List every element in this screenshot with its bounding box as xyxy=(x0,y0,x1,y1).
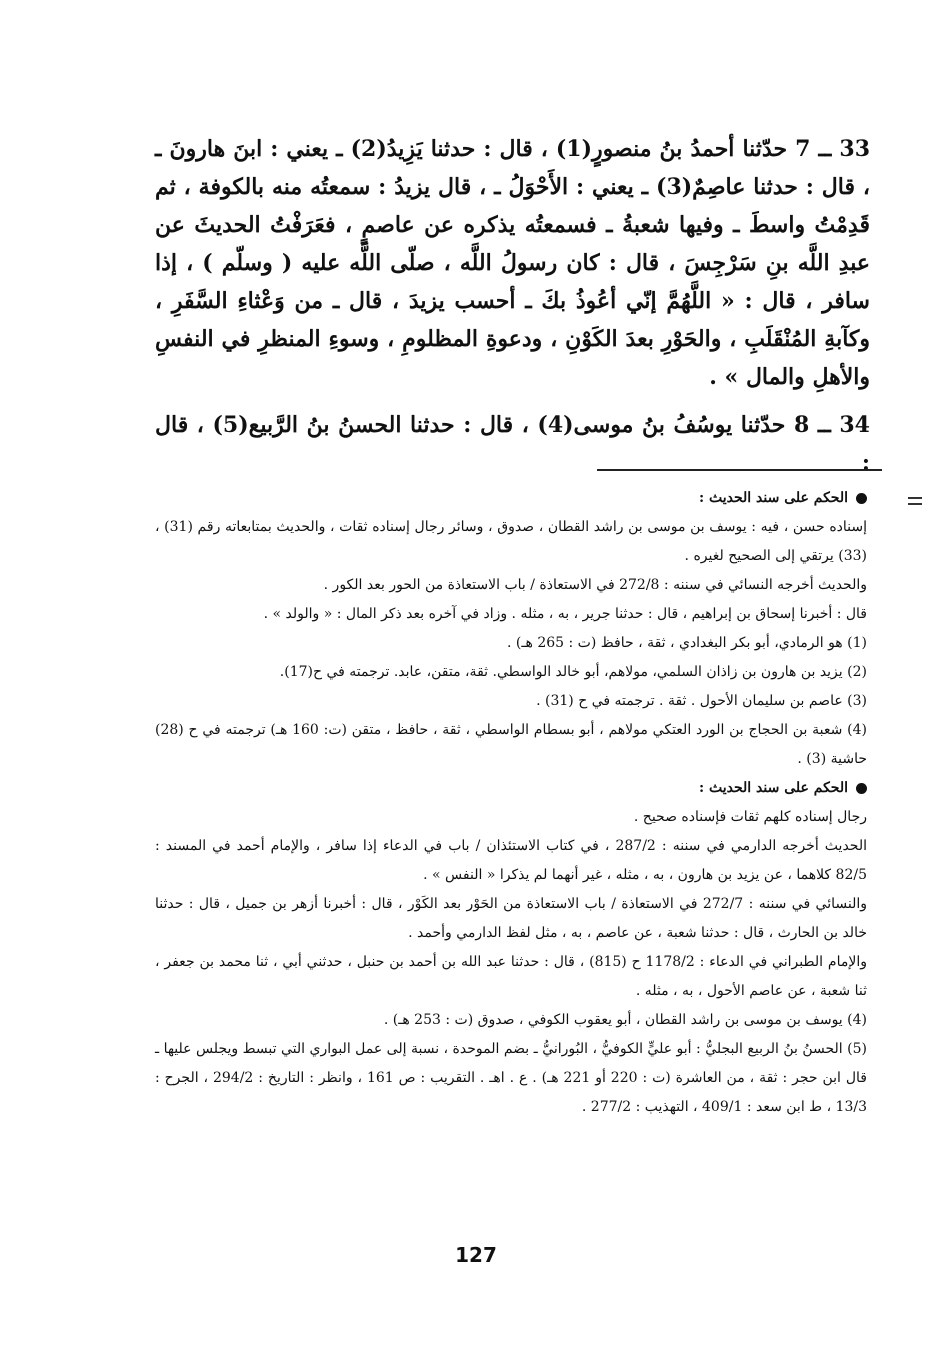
hadith-34-text: 34 ــ 8 حدّثنا يوسُفُ بنُ موسى(4) ، قال : حدثنا الحسنُ بنُ الرَّبيع(5) ، قال : xyxy=(155,412,870,476)
footnote-text: (1) هو الرمادي، أبو بكر البغدادي ، ثقة ، حافظ (ت : 265 هـ) . xyxy=(507,635,867,651)
footnote-line xyxy=(155,1035,867,1122)
footnote-text: الحكم على سند الحديث : xyxy=(698,490,848,506)
footnote-text: رجال إسناده كلهم ثقات فإسناده صحيح . xyxy=(633,809,867,825)
hadith-33-text: 33 ــ 7 حدّثنا أحمدُ بنُ منصورٍ(1) ، قال : حدثنا يَزِيدُ(2) ـ يعني : ابنَ هارونَ ـ ، قال : حدثنا عاصِمٌ(3) ـ يعني : الأَحْوَلُ ـ ، قال يزيدُ : سمعتُه منه بالكوفة ، ثم قَدِمْتُ واسطَ ـ وفيها شعبةُ ـ فسمعتُه يذكره عن عاصمٍ ، فعَرَفْتُ الحديثَ عن عبدِ اللَّه بنِ سَرْجِسَ ، قال : كان رسولُ اللَّه ، صلّى اللَّه عليه ( وسلّم ) ، إذا سافر ، قال : « اللَّهُمَّ إنّي أعُوذُ بكَ ـ أحسب يزيدَ ، قال ـ من وَعْثاءِ السَّفَرِ ، وكآبةِ المُنْقَلَبِ ، والحَوْرِ بعدَ الكَوْنِ ، ودعوةِ المظلومِ ، وسوءِ المنظرِ في النفسِ والأهلِ والمال » . xyxy=(155,136,871,390)
footnote-line xyxy=(155,1006,867,1035)
footnote-line xyxy=(155,832,867,890)
footnote-line xyxy=(155,600,867,629)
footnote-line xyxy=(155,716,867,774)
bullet-icon xyxy=(856,493,867,504)
footnote-line xyxy=(155,948,867,1006)
footnote-line xyxy=(155,890,867,948)
footnote-text: (3) عاصم بن سليمان الأحول . ثقة . ترجمته في ح (31) . xyxy=(536,693,867,709)
footnote-line xyxy=(155,513,867,571)
hadith-33 xyxy=(155,130,870,396)
page-number: 127 xyxy=(455,1243,497,1267)
footnote-text: (2) يزيد بن هارون بن زاذان السلمي، مولاهم، أبو خالد الواسطي. ثقة، متقن، عابد. ترجمته في ح(17). xyxy=(279,664,867,680)
footnote-line xyxy=(155,687,867,716)
footnote-line xyxy=(155,658,867,687)
margin-mark xyxy=(908,497,922,499)
footnote-text: إسناده حسن ، فيه : يوسف بن موسى بن راشد القطان ، صدوق ، وسائر رجال إسناده ثقات ، والحديث بمتابعاته رقم (31) ، (33) يرتقي إلى الصحيح لغيره . xyxy=(155,519,867,564)
footnote-line xyxy=(155,571,867,600)
footnotes xyxy=(155,484,867,1122)
bullet-icon xyxy=(856,783,867,794)
footnote-text: (5) الحسنُ بنُ الربيع البجليُّ : أبو عليٍّ الكوفيُّ ، البُورانيُّ ـ بضم الموحدة ، نسبة إلى عمل البواري التي تبسط ويجلس عليها ـ قال ابن حجر : ثقة ، من العاشرة (ت : 220 أو 221 هـ) . ع . اهـ . التقريب : ص 161 ، وانظر : التاريخ : 294/2 ، الجرح : 13/3 ، ط ابن سعد : 409/1 ، التهذيب : 277/2 . xyxy=(155,1041,868,1115)
footnote-separator xyxy=(597,469,882,471)
footnote-text: والنسائي في سننه : 272/7 في الاستعاذة / باب الاستعاذة من الحَوْر بعد الكَوْر ، قال : أخبرنا أزهر بن جميل ، قال : حدثنا خالد بن الحارث ، قال : حدثنا شعبة ، عن عاصم ، به ، مثل لفظ الدارمي وأحمد . xyxy=(155,896,867,941)
footnote-text: (4) شعبة بن الحجاج بن الورد العتكي مولاهم ، أبو بسطام الواسطي ، ثقة ، حافظ ، متقن (ت: 160 هـ) ترجمته في ح (28) حاشية (3) . xyxy=(155,722,867,767)
footnote-text: الحديث أخرجه الدارمي في سننه : 287/2 ، في كتاب الاستئذان / باب في الدعاء إذا سافر ، والإمام أحمد في المسند : 82/5 كلاهما ، عن يزيد بن هارون ، به ، مثله ، غير أنهما لم يذكرا « النفس » . xyxy=(155,838,867,883)
note-heading xyxy=(155,774,867,803)
note-heading xyxy=(155,484,867,513)
footnote-text: والإمام الطبراني في الدعاء : 1178/2 ح (815) ، قال : حدثنا عبد الله بن أحمد بن حنبل ، حدثني أبي ، ثنا محمد بن جعفر ، ثنا شعبة ، عن عاصم الأحول ، به ، مثله . xyxy=(155,954,868,999)
footnote-text: (4) يوسف بن موسى بن راشد القطان ، أبو يعقوب الكوفي ، صدوق (ت : 253 هـ) . xyxy=(383,1012,867,1028)
footnote-line xyxy=(155,629,867,658)
footnote-line xyxy=(155,803,867,832)
footnote-text: قال : أخبرنا إسحاق بن إبراهيم ، قال : حدثنا جرير ، به ، مثله . وزاد في آخره بعد ذكر المال : « والولد » . xyxy=(263,606,867,622)
footnote-text: والحديث أخرجه النسائي في سننه : 272/8 في الاستعاذة / باب الاستعاذة من الحور بعد الكور . xyxy=(323,577,867,593)
footnote-text: الحكم على سند الحديث : xyxy=(698,780,848,796)
